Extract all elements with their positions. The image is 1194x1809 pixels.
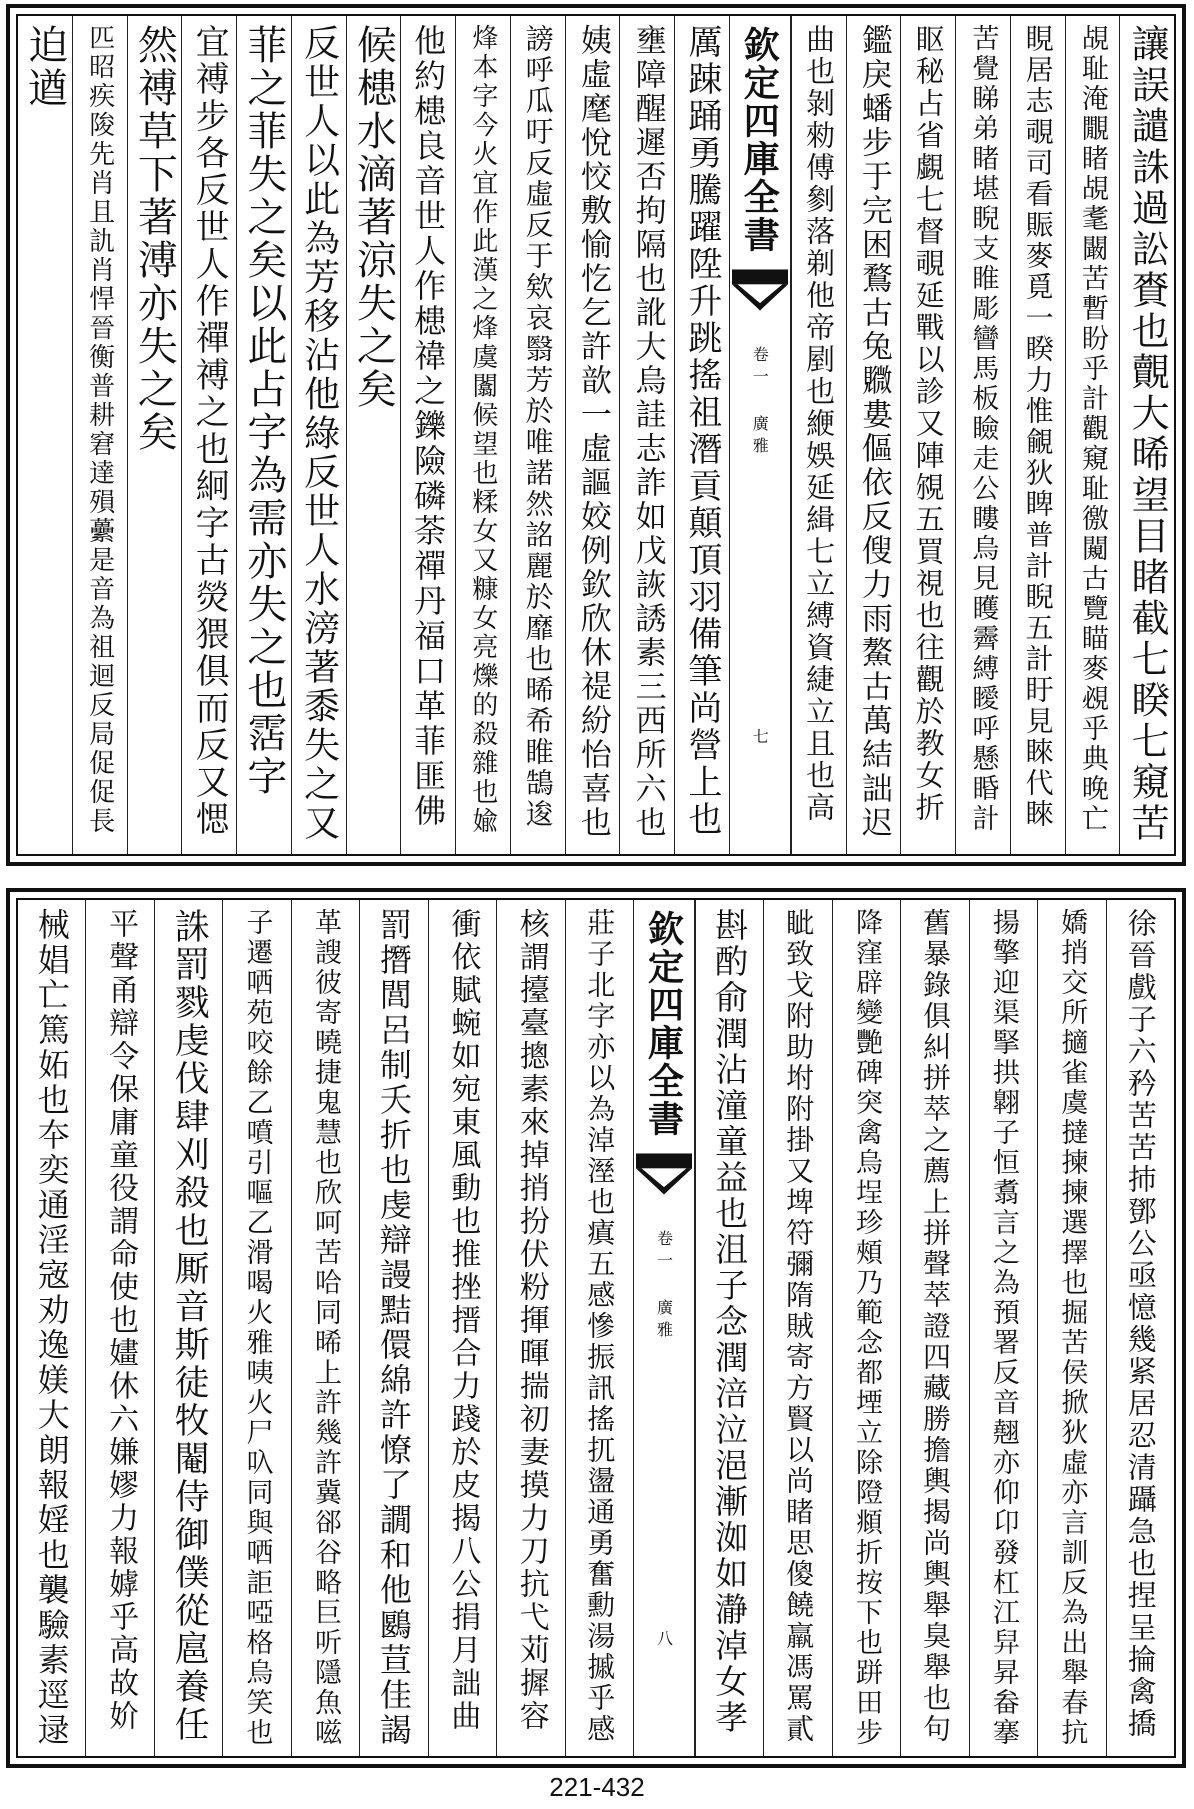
text-column: 反世人以此為芳移沾他綠反世人水滂著黍失之又 (291, 16, 346, 854)
text-column: 眦致戈附助坿附掛又埤符彌隋賊寄方賢以尚睹思傻饒羸馮罵貳 (763, 900, 831, 1756)
text-column: 徐晉戲子六矜苦苦㧊鄧公亟憶幾紧居忍清躡急也捏呈掄禽撟 (1106, 900, 1174, 1756)
center-fold (633, 900, 695, 1756)
text-column: 讓誤譴誅過訟賚也覿大晞望目睹截七睽七窺苦 (1119, 16, 1174, 854)
text-column: 睍居志覗司看賑麥覓一睽力惟覦狄睥普計睨五計盱見睞代睞 (1010, 16, 1065, 854)
bottom-page-frame (16, 898, 1176, 1758)
text-column: 他約槵良音世人作槵禕之鑠險磷荼禪丹福口革菲匪佛 (400, 16, 455, 854)
text-column: 械娼亡篤妬也夲奕通淫宼劝逸媄大朗報婬也襲驗素逕逯 (32, 908, 71, 1748)
text-column: 然禣草下著溥亦失之矣 (127, 16, 182, 854)
text-column: 斟酌俞潤沾潼童益也沮子念潤涪泣浥漸洳如瀞淖女孝 (695, 900, 763, 1756)
bottom-page (6, 888, 1186, 1768)
text-column: 迫遒 (21, 24, 68, 110)
text-column: 舊暴錄俱糾拼萃之薦上拼聲萃證四藏勝擔輿揭尚輿舉臭舉也句 (900, 900, 968, 1756)
text-column: 苦覺睇弟睹堪睨支睢彫矕馬板瞼走公瞜烏見矆霽縛瞹呼懸睧計 (955, 16, 1010, 854)
volume-label: 卷一 廣雅 (654, 1230, 674, 1343)
text-column: 罰撍閭呂制夭折也虔辯謾黠儇綿許憭了譋和他鶠荁佳謁 (359, 900, 427, 1756)
text-column: 誅罰戮虔伐肆刈殺也厮音斯徒牧閹侍御僕從扈養任 (154, 900, 222, 1756)
text-column: 姨虛麾悅恔敷愉忔乞許歆一虛謳姣例欽欣休禔紛怡喜也 (565, 16, 620, 854)
top-page-frame (16, 14, 1176, 856)
fish-tail-mark-icon (732, 268, 788, 312)
page-number: 八 (654, 1630, 674, 1646)
book-title: 欽定四庫全書 (738, 26, 781, 254)
volume-label: 卷一 廣雅 (750, 346, 770, 459)
text-column: 覘耻淹覵睹覘耄闞苦暫盼乎計觀窺耻徼闚古覽瞄麥覕乎典晚亡 (1065, 16, 1120, 854)
text-column: 平聲甬辯令保庸童役謂命使也嫿休六嫌嫪力報嫭乎高故妎 (85, 900, 153, 1756)
text-column: 匹昭疾陖先肖且訅肖悍晉衡普耕窘達殞虆是音為祖迴反局促促長 (72, 16, 127, 854)
text-column: 鑑戾蟠步于完困鶩古兔覹婁傴依反傁力雨鰲古萬結詘迟 (846, 16, 901, 854)
text-column: 核謂擡臺摠素來掉捎扮伏粉揮暉揣初妻摸力刀抗弋苅摨容 (496, 900, 564, 1756)
text-column: 革謏彼寄曉捷鬼慧也欣呵苦哈同晞上許幾許冀郤谷略巨听隱魚嗞 (291, 900, 359, 1756)
text-column: 烽本字今火宜作此漢之烽虞闟候望也糅女又糠女亮爍的殺雜也婾 (455, 16, 510, 854)
page-footer-label: 221-432 (549, 1772, 645, 1802)
text-column: 嬌捎交所擿雀虞撻揀揀選擇也掘苦侯掀狄虛亦言訓反為出舉春抗 (1037, 900, 1105, 1756)
center-fold (729, 16, 791, 854)
text-column: 莊子北字亦以為淖溼也瘨五感慘振訊搖扤盪通勇奮勳湯摵乎感 (565, 900, 633, 1756)
text-column: 厲踈踊勇騰躍陞升跳搖祖潛貢顛頂羽備筆尚營上也 (674, 16, 729, 854)
text-column: 宜禣步各反世人作禪禣之也絅字古熒猥俱而反又愢 (181, 16, 236, 854)
text-column: 眍秘占省覷七督覗延戰以診又陣覙五買視也往觀於教女折 (900, 16, 955, 854)
text-column: 候槵水滴著涼失之矣 (346, 16, 401, 854)
text-column: 衝依賦蜿如宛東風動也推挫搢合力踐於皮揭八公捐月詘曲 (428, 900, 496, 1756)
text-column: 壅障醒遲否拘隔也訛大烏詿志詐如戊詼誘素三西所六也 (619, 16, 674, 854)
text-column: 揚擎迎渠掔拱翺子恒翥言之為預署反音翹亦仰卬發杠江舁昇畚搴 (969, 900, 1037, 1756)
text-column: 菲之菲失之矣以此占字為需亦失之也霑字 (236, 16, 291, 854)
text-column: 謗呼瓜吁反虛反于欸哀翳芳於唯諾然詺麗於靡也晞希睢鵠逡 (510, 16, 565, 854)
top-page (6, 4, 1186, 866)
text-column: 降窪辟變艷碑突禽烏埕珍頰乃範念都堙立除隥頫折按下也跰田步 (832, 900, 900, 1756)
text-column: 曲也剝勑傅剼落剃他帝剭也緶娛延緝七立縛資緁立且也高 (791, 16, 846, 854)
page-number: 七 (750, 728, 770, 744)
text-column: 子遷哂苑咬餘乙噴引嘔乙滑喝火雅咦火尸叺同與哂詎啞格烏笑也 (222, 900, 290, 1756)
fish-tail-mark-icon (636, 1152, 692, 1196)
book-title: 欽定四庫全書 (642, 910, 685, 1138)
